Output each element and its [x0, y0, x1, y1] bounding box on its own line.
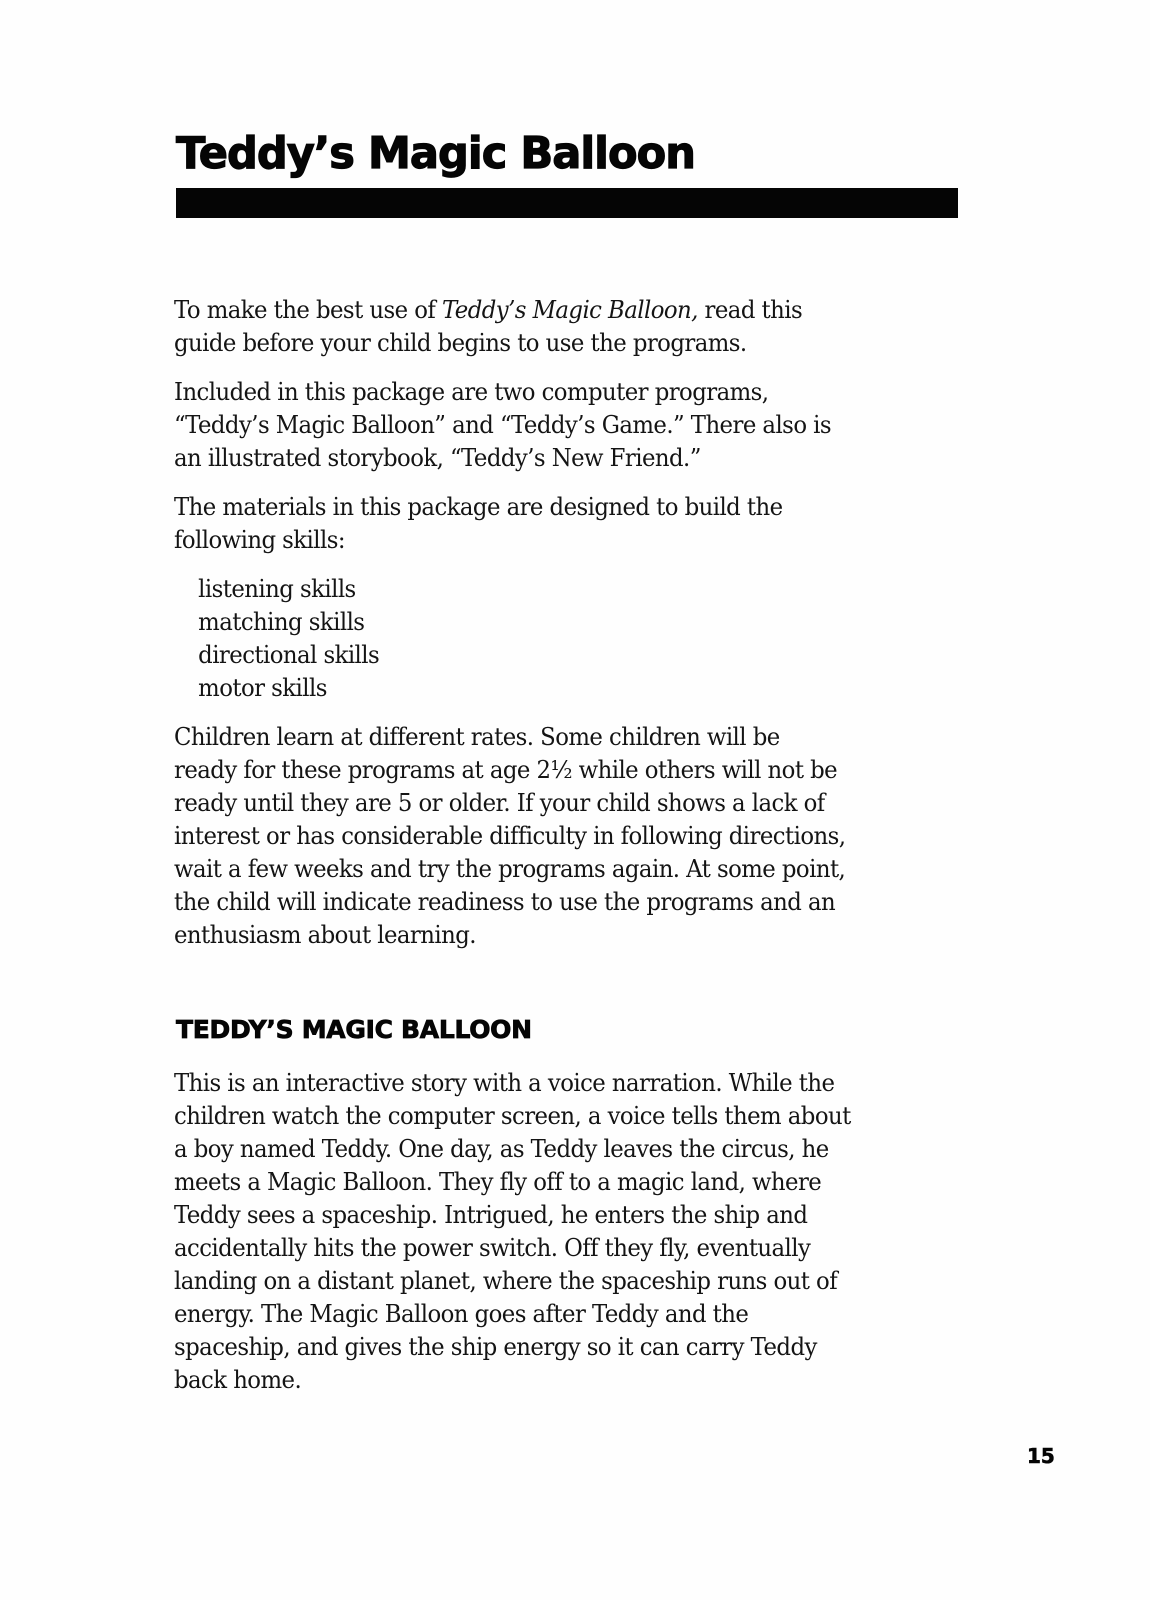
text-line: enthusiasm about learning. — [174, 920, 476, 949]
text-line: Included in this package are two computer programs, — [174, 377, 769, 406]
text-line: back home. — [174, 1365, 302, 1394]
story-section — [174, 1066, 909, 1412]
text-line: following skills: — [174, 525, 345, 554]
text-line: landing on a distant planet, where the spaceship runs out of — [174, 1266, 838, 1295]
text-line: ready until they are 5 or older. If your child shows a lack of — [174, 788, 825, 817]
text-line: Children learn at different rates. Some children will be — [174, 722, 780, 751]
section-heading: TEDDY’S MAGIC BALLOON — [176, 1015, 532, 1044]
intro-paragraph-1 — [174, 293, 909, 359]
text-line: an illustrated storybook, “Teddy’s New Friend.” — [174, 443, 701, 472]
text-line: the child will indicate readiness to use the programs and an — [174, 887, 836, 916]
intro-paragraph-3 — [174, 490, 909, 556]
text-line: a boy named Teddy. One day, as Teddy leaves the circus, he — [174, 1134, 829, 1163]
text-line: spaceship, and gives the ship energy so it can carry Teddy — [174, 1332, 817, 1361]
text-line: children watch the computer screen, a voice tells them about — [174, 1101, 851, 1130]
italic-title: Teddy’s Magic Balloon, — [441, 295, 698, 324]
text-line — [174, 293, 909, 326]
skills-list-item: motor skills — [198, 673, 327, 702]
skills-list-item: listening skills — [198, 574, 356, 603]
title-underline-bar — [176, 188, 958, 218]
story-paragraph — [174, 1066, 909, 1396]
text-line: meets a Magic Balloon. They fly off to a magic land, where — [174, 1167, 822, 1196]
text-line: ready for these programs at age 2½ while others will not be — [174, 755, 838, 784]
skills-list-item: directional skills — [198, 640, 380, 669]
text-line: interest or has considerable difficulty in following directions, — [174, 821, 846, 850]
text-line: guide before your child begins to use the programs. — [174, 328, 747, 357]
text-line: energy. The Magic Balloon goes after Teddy and the — [174, 1299, 749, 1328]
text-run: read this — [697, 295, 803, 324]
text-line: wait a few weeks and try the programs again. At some point, — [174, 854, 846, 883]
intro-paragraph-4 — [174, 720, 909, 951]
text-line: This is an interactive story with a voice narration. While the — [174, 1068, 835, 1097]
text-line: accidentally hits the power switch. Off they fly, eventually — [174, 1233, 811, 1262]
text-line: Teddy sees a spaceship. Intrigued, he enters the ship and — [174, 1200, 808, 1229]
text-line: “Teddy’s Magic Balloon” and “Teddy’s Game.” There also is — [174, 410, 832, 439]
page-title: Teddy’s Magic Balloon — [176, 128, 695, 179]
intro-section — [174, 293, 909, 967]
text-line: The materials in this package are designed to build the — [174, 492, 783, 521]
skills-list-item: matching skills — [198, 607, 365, 636]
intro-paragraph-2 — [174, 375, 909, 474]
text-run: To make the best use of — [174, 295, 442, 324]
page-number: 15 — [1027, 1444, 1055, 1468]
skills-list — [174, 572, 909, 704]
